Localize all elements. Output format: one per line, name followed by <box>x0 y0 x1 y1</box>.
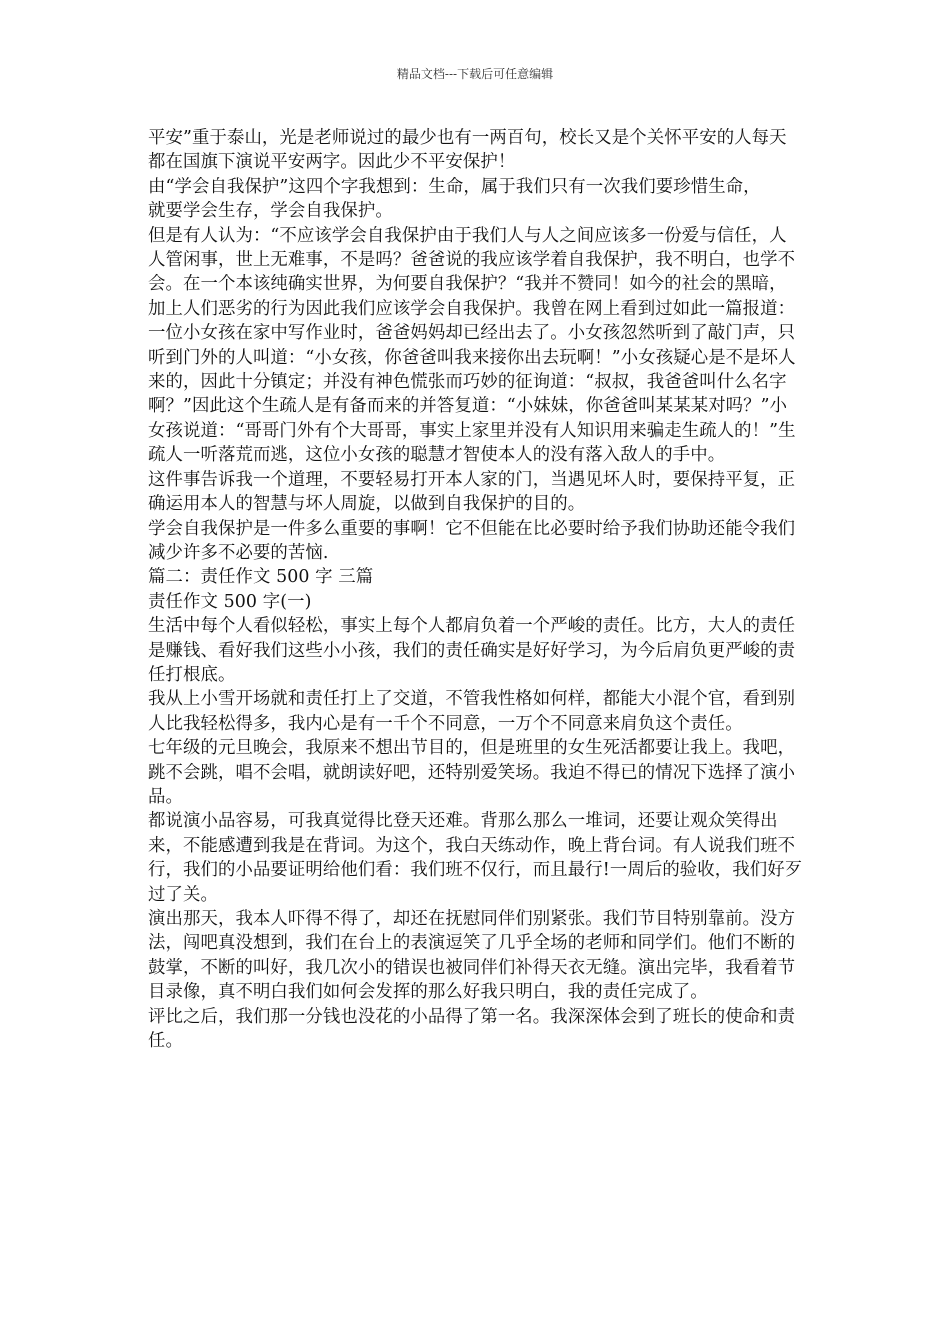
paragraph: 演出那天，我本人吓得不得了，却还在抚慰同伴们别紧张。我们节目特别靠前。没方法，闯吧真没想到，我们在台上的表演逗笑了几乎全场的老师和同学们。他们不断的鼓掌，不断的叫好，我几次小的错误也被同伴们补得天衣无缝。演出完毕，我看着节目录像，真不明白我们如何会发挥的那么好我只明白，我的责任完成了。 <box>148 909 796 1003</box>
paragraph: 生活中每个人看似轻松，事实上每个人都肩负着一个严峻的责任。比方，大人的责任是赚钱、看好我们这些小小孩，我们的责任确实是好好学习，为今后肩负更严峻的责任打根底。 <box>148 616 796 685</box>
paragraph: 七年级的元旦晚会，我原来不想出节目的，但是班里的女生死活都要让我上。我吧，跳不会跳，唱不会唱，就朗读好吧，还特别爱笑场。我迫不得已的情况下选择了演小品。 <box>148 738 796 807</box>
paragraph: 我从上小雪开场就和责任打上了交道，不管我性格如何样，都能大小混个官，看到别人比我轻松得多，我内心是有一千个不同意，一万个不同意来肩负这个责任。 <box>148 689 796 734</box>
document-body <box>148 126 804 1053</box>
paragraph: 学会自我保护是一件多么重要的事啊！它不但能在比必要时给予我们协助还能令我们减少许多不必要的苦恼. <box>148 518 796 563</box>
paragraph: 但是有人认为：“不应该学会自我保护由于我们人与人之间应该多一份爱与信任，人人管闲事，世上无难事，不是吗？爸爸说的我应该学着自我保护，我不明白，也学不会。在一个本该纯确实世界，为何要自我保护？“我并不赞同！如今的社会的黑暗，加上人们恶劣的行为因此我们应该学会自我保护。我曾在网上看到过如此一篇报道：一位小女孩在家中写作业时，爸爸妈妈却已经出去了。小女孩忽然听到了敲门声，只听到门外的人叫道：“小女孩，你爸爸叫我来接你出去玩啊！”小女孩疑心是不是坏人来的，因此十分镇定；并没有神色慌张而巧妙的征询道：“叔叔，我爸爸叫什么名字啊？”因此这个生疏人是有备而来的并答复道：“小妹妹，你爸爸叫某某某对吗？”小女孩说道：“哥哥门外有个大哥哥，事实上家里并没有人知识用来骗走生疏人的！”生疏人一听落荒而逃，这位小女孩的聪慧才智使本人的没有落入敌人的手中。 <box>148 225 796 466</box>
section-heading: 篇二：责任作文 500 字 三篇 <box>148 567 374 588</box>
page-header: 精品文档---下载后可任意编辑 <box>396 67 554 81</box>
paragraph: 平安”重于泰山，光是老师说过的最少也有一两百句，校长又是个关怀平安的人每天都在国旗下演说平安两字。因此少不平安保护！ <box>148 128 787 173</box>
essay-title: 责任作文 500 字(一) <box>148 591 312 612</box>
paragraph: 就要学会生存，学会自我保护。 <box>148 201 393 222</box>
paragraph: 这件事告诉我一个道理，不要轻易打开本人家的门，当遇见坏人时，要保持平复，正确运用本人的智慧与坏人周旋，以做到自我保护的目的。 <box>148 469 796 515</box>
paragraph: 都说演小品容易，可我真觉得比登天还难。背那么那么一堆词，还要让观众笑得出来，不能感遭到我是在背词。为这个，我白天练动作，晚上背台词。有人说我们班不行，我们的小品要证明给他们看：我们班不仅行，而且最行!一周后的验收，我们好歹过了关。 <box>148 811 803 905</box>
paragraph: 由“学会自我保护”这四个字我想到：生命，属于我们只有一次我们要珍惜生命， <box>148 176 761 197</box>
paragraph: 评比之后，我们那一分钱也没花的小品得了第一名。我深深体会到了班长的使命和责任。 <box>148 1006 796 1052</box>
